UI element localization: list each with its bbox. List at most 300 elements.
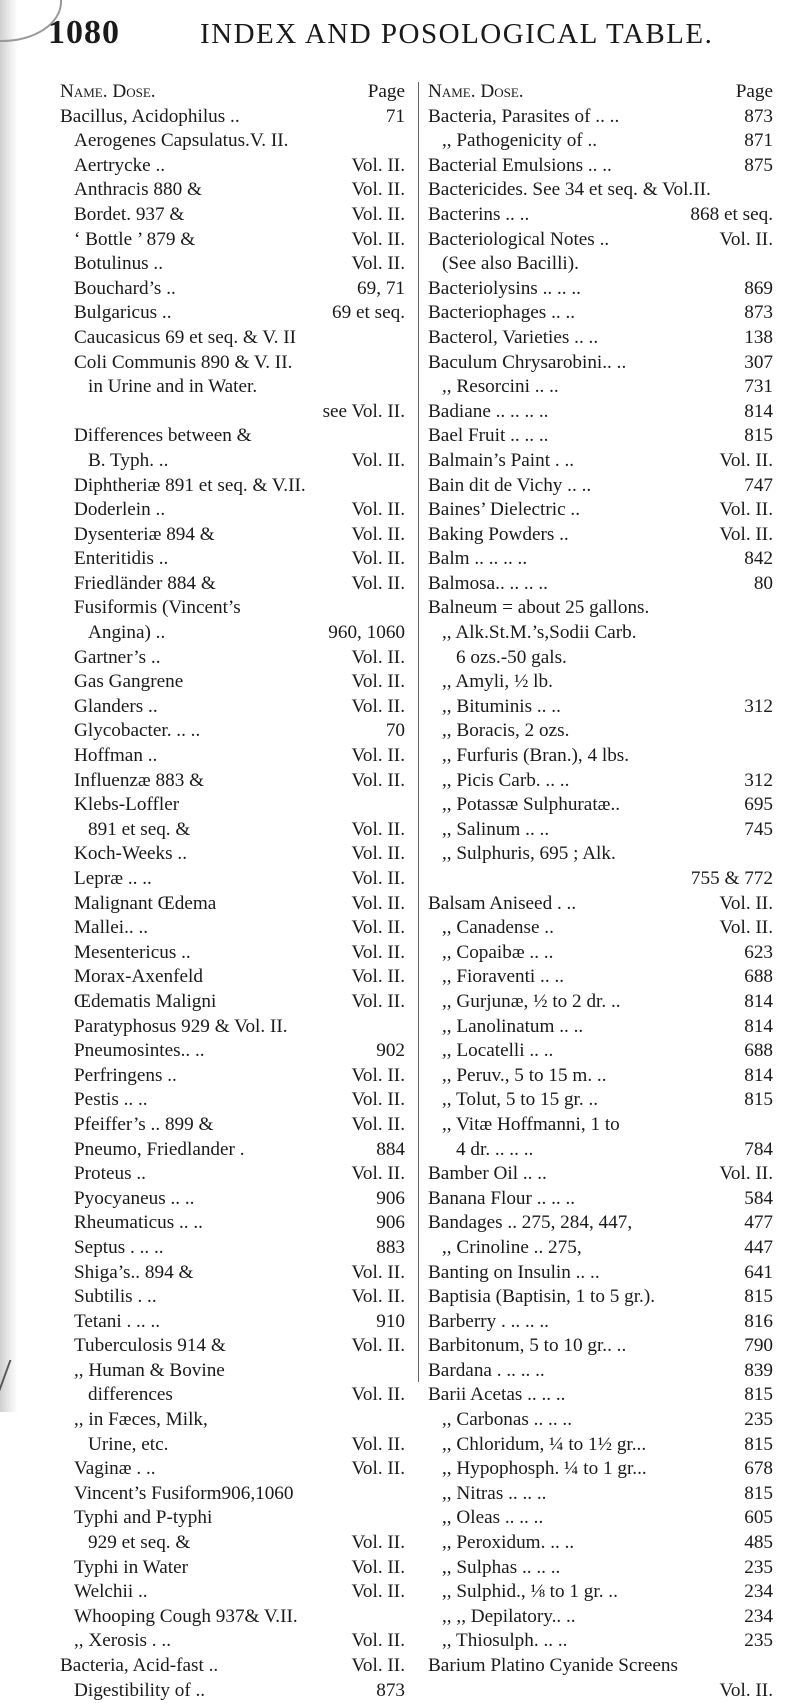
entry-page-ref: 71: [385, 105, 405, 127]
index-entry: [60, 941, 405, 966]
index-entry: [428, 129, 773, 154]
entry-page-ref: Vol. II.: [719, 499, 773, 521]
index-entry: [428, 1482, 773, 1507]
entry-label: ,, Fioraventi .. ..: [442, 966, 565, 988]
entry-page-ref: 69 et seq.: [331, 302, 405, 324]
index-entry: [60, 1334, 405, 1359]
entry-label: Pyocyaneus .. ..: [74, 1187, 195, 1209]
entry-page-ref: Vol. II.: [351, 572, 405, 594]
index-entry: [60, 1310, 405, 1335]
entry-label: Glanders ..: [74, 695, 158, 717]
index-entry: [428, 1629, 773, 1654]
index-entry: [428, 1383, 773, 1408]
entry-label: ,, ,, Depilatory.. ..: [442, 1605, 576, 1627]
entry-label: ‘ Bottle ’ 879 &: [74, 228, 196, 250]
index-entry: [60, 1654, 405, 1679]
entry-label: 891 et seq. &: [88, 818, 191, 840]
index-entry: [60, 375, 405, 400]
index-entry: [60, 621, 405, 646]
entry-label: ,, Potassæ Sulphuratæ..: [442, 794, 621, 816]
entry-label: ,, Crinoline .. 275,: [442, 1236, 582, 1258]
entry-page-ref: 814: [744, 1015, 773, 1037]
index-entry: [60, 1261, 405, 1286]
entry-label: ,, Lanolinatum .. ..: [442, 1015, 584, 1037]
index-entry: [428, 1015, 773, 1040]
entry-label: Anthracis 880 &: [74, 179, 202, 201]
column-heading: [428, 80, 773, 105]
entry-label: Bacterins .. ..: [428, 203, 530, 225]
entry-label: B. Typh. ..: [88, 449, 169, 471]
entry-page-ref: Vol. II.: [719, 523, 773, 545]
entry-page-ref: 80: [753, 572, 773, 594]
entry-label: ,, Locatelli .. ..: [442, 1040, 554, 1062]
index-entry: [428, 941, 773, 966]
entry-page-ref: 688: [744, 966, 773, 988]
index-entry: [60, 228, 405, 253]
index-column-right: [428, 80, 773, 1703]
entry-label: Diphtheriæ 891 et seq. & V.II.: [74, 474, 306, 496]
entry-page-ref: 842: [744, 548, 773, 570]
entry-label: Dysenteriæ 894 &: [74, 523, 215, 545]
index-entry: [428, 1039, 773, 1064]
entry-label: Tetani . .. ..: [74, 1310, 161, 1332]
index-entry: [60, 1531, 405, 1556]
entry-page-ref: 235: [744, 1409, 773, 1431]
entry-page-ref: Vol. II.: [351, 1458, 405, 1480]
entry-page-ref: 884: [376, 1138, 405, 1160]
index-entry: [60, 744, 405, 769]
entry-page-ref: 868 et seq.: [690, 203, 773, 225]
index-entry: [60, 498, 405, 523]
index-entry: [428, 621, 773, 646]
index-entry: [60, 990, 405, 1015]
entry-page-ref: 745: [744, 818, 773, 840]
entry-page-ref: Vol. II.: [351, 523, 405, 545]
entry-page-ref: Vol. II.: [351, 1163, 405, 1185]
entry-page-ref: 790: [744, 1335, 773, 1357]
entry-page-ref: 138: [744, 326, 773, 348]
entry-label: Klebs-Loffler: [74, 794, 180, 816]
entry-page-ref: 447: [744, 1236, 773, 1258]
entry-label: Paratyphosus 929 & Vol. II.: [74, 1015, 288, 1037]
entry-page-ref: Vol. II.: [719, 228, 773, 250]
index-entry: [428, 1236, 773, 1261]
index-entry: [60, 572, 405, 597]
entry-label: Bacterial Emulsions .. ..: [428, 154, 612, 176]
entry-label: Aerogenes Capsulatus.V. II.: [74, 130, 289, 152]
entry-label: ,, Sulphuris, 695 ; Alk.: [442, 843, 616, 865]
entry-label: Bacillus, Acidophilus ..: [60, 105, 240, 127]
entry-page-ref: Vol. II.: [351, 154, 405, 176]
entry-label: ,, Boracis, 2 ozs.: [442, 720, 570, 742]
index-entry: [60, 301, 405, 326]
entry-page-ref: Page: [367, 81, 405, 102]
entry-page-ref: Vol. II.: [351, 941, 405, 963]
entry-label: Balneum = about 25 gallons.: [428, 597, 650, 619]
index-entry: [428, 596, 773, 621]
entry-label: Badiane .. .. .. ..: [428, 400, 549, 422]
entry-label: Welchii ..: [74, 1581, 148, 1603]
entry-page-ref: Vol. II.: [719, 1163, 773, 1185]
index-entry: [428, 1285, 773, 1310]
entry-label: Friedländer 884 &: [74, 572, 216, 594]
entry-label: Banting on Insulin .. ..: [428, 1261, 600, 1283]
index-entry: [60, 1187, 405, 1212]
index-entry: [60, 793, 405, 818]
index-entry: [60, 818, 405, 843]
entry-label: Bacteriolysins .. .. ..: [428, 277, 581, 299]
entry-label: ,, Sulphas .. .. ..: [442, 1556, 561, 1578]
entry-label: ,, Chloridum, ¼ to 1½ gr...: [442, 1433, 647, 1455]
index-entry: [428, 1162, 773, 1187]
entry-label: Subtilis . ..: [74, 1286, 157, 1308]
index-entry: [428, 842, 773, 867]
entry-label: differences: [88, 1384, 173, 1406]
index-entry: [428, 1334, 773, 1359]
index-entry: [428, 1580, 773, 1605]
entry-label: Digestibility of ..: [74, 1679, 206, 1701]
entry-label: ,, Carbonas .. .. ..: [442, 1409, 573, 1431]
index-entry: [60, 547, 405, 572]
entry-label: Pestis .. ..: [74, 1089, 148, 1111]
entry-page-ref: 873: [376, 1679, 405, 1701]
index-entry: [428, 695, 773, 720]
index-entry: [428, 1064, 773, 1089]
entry-label: Gartner’s ..: [74, 646, 161, 668]
entry-page-ref: Vol. II.: [351, 499, 405, 521]
entry-label: Coli Communis 890 & V. II.: [74, 351, 293, 373]
index-entry: [60, 596, 405, 621]
entry-label: ,, Peruv., 5 to 15 m. ..: [442, 1064, 607, 1086]
entry-label: ,, Nitras .. .. ..: [442, 1482, 547, 1504]
entry-label: ,, Human & Bovine: [74, 1359, 225, 1381]
index-entry: [60, 400, 405, 425]
entry-page-ref: 70: [385, 720, 405, 742]
entry-page-ref: 960, 1060: [328, 622, 405, 644]
index-entry: [60, 1580, 405, 1605]
entry-label: Typhi and P-typhi: [74, 1507, 213, 1529]
entry-label: ,, Canadense ..: [442, 917, 554, 939]
index-entry: [428, 867, 773, 892]
entry-page-ref: 584: [744, 1187, 773, 1209]
index-entry: [60, 670, 405, 695]
entry-label: Perfringens ..: [74, 1064, 177, 1086]
index-entry: [60, 1039, 405, 1064]
index-entry: [428, 769, 773, 794]
entry-label: Bacteriophages .. ..: [428, 302, 576, 324]
entry-page-ref: Vol. II.: [351, 1581, 405, 1603]
entry-page-ref: 815: [744, 1384, 773, 1406]
entry-label: ,, Pathogenicity of ..: [442, 130, 598, 152]
entry-label: Shiga’s.. 894 &: [74, 1261, 194, 1283]
entry-label: Lepræ .. ..: [74, 868, 152, 889]
entry-page-ref: Page: [735, 81, 773, 102]
entry-label: Bael Fruit .. .. ..: [428, 425, 549, 447]
entry-page-ref: 839: [744, 1359, 773, 1381]
entry-page-ref: 814: [744, 990, 773, 1012]
entry-page-ref: Vol. II.: [351, 1261, 405, 1283]
index-entry: [428, 744, 773, 769]
entry-page-ref: 234: [744, 1581, 773, 1603]
index-entry: [60, 1433, 405, 1458]
entry-label: Barii Acetas .. .. ..: [428, 1384, 566, 1406]
entry-label: in Urine and in Water.: [88, 376, 258, 398]
entry-label: 929 et seq. &: [88, 1532, 191, 1554]
index-entry: [60, 1679, 405, 1703]
index-entry: [60, 1359, 405, 1384]
index-entry: [60, 1285, 405, 1310]
entry-page-ref: Vol. II.: [351, 892, 405, 914]
entry-page-ref: 235: [744, 1630, 773, 1652]
entry-page-ref: 477: [744, 1212, 773, 1234]
entry-page-ref: 883: [376, 1236, 405, 1258]
entry-label: Balmain’s Paint . ..: [428, 449, 575, 471]
entry-page-ref: 688: [744, 1040, 773, 1062]
index-entry: [428, 1556, 773, 1581]
entry-page-ref: Vol. II.: [351, 1384, 405, 1406]
entry-page-ref: 234: [744, 1605, 773, 1627]
index-entry: [428, 178, 773, 203]
entry-label: ,, Xerosis . ..: [74, 1630, 171, 1652]
entry-page-ref: Vol. II.: [351, 1556, 405, 1578]
index-entry: [60, 1383, 405, 1408]
index-entry: [60, 424, 405, 449]
index-entry: [60, 867, 405, 892]
index-entry: [428, 1187, 773, 1212]
entry-page-ref: Vol. II.: [351, 449, 405, 471]
entry-page-ref: 815: [744, 1433, 773, 1455]
index-entry: [428, 474, 773, 499]
entry-page-ref: 869: [744, 277, 773, 299]
entry-label: Angina) ..: [88, 622, 166, 644]
entry-page-ref: 641: [744, 1261, 773, 1283]
entry-page-ref: Vol. II.: [351, 966, 405, 988]
index-entry: [60, 1457, 405, 1482]
entry-page-ref: 814: [744, 400, 773, 422]
index-entry: [60, 277, 405, 302]
index-entry: [60, 1556, 405, 1581]
index-entry: [428, 154, 773, 179]
entry-page-ref: Vol. II.: [719, 1679, 773, 1701]
entry-page-ref: Vol. II.: [351, 1113, 405, 1135]
index-entry: [428, 793, 773, 818]
index-entry: [60, 1605, 405, 1630]
entry-label: Baking Powders ..: [428, 523, 569, 545]
entry-label: Differences between &: [74, 425, 252, 447]
entry-page-ref: Vol. II.: [351, 1089, 405, 1111]
entry-page-ref: 873: [744, 302, 773, 324]
index-entry: [428, 1457, 773, 1482]
index-entry: [428, 1679, 773, 1703]
entry-label: Barbitonum, 5 to 10 gr.. ..: [428, 1335, 627, 1357]
entry-page-ref: 605: [744, 1507, 773, 1529]
entry-label: Influenzæ 883 &: [74, 769, 205, 791]
entry-label: ,, Bituminis .. ..: [442, 695, 561, 717]
index-entry: [428, 1211, 773, 1236]
index-entry: [60, 1162, 405, 1187]
entry-label: ,, Resorcini .. ..: [442, 376, 559, 398]
index-entry: [60, 1482, 405, 1507]
entry-label: Bordet. 937 &: [74, 203, 185, 225]
index-entry: [60, 129, 405, 154]
index-entry: [428, 1088, 773, 1113]
entry-page-ref: Vol. II.: [351, 868, 405, 889]
entry-label: Bactericides. See 34 et seq. & Vol.II.: [428, 179, 711, 201]
entry-label: Pneumosintes.. ..: [74, 1040, 205, 1062]
entry-label: Barberry . .. .. ..: [428, 1310, 549, 1332]
entry-label: Baines’ Dielectric ..: [428, 499, 581, 521]
index-entry: [428, 547, 773, 572]
index-entry: [428, 1531, 773, 1556]
entry-label: Urine, etc.: [88, 1433, 169, 1455]
entry-page-ref: 747: [744, 474, 773, 496]
index-entry: [60, 178, 405, 203]
entry-page-ref: 815: [744, 425, 773, 447]
index-entry: [60, 203, 405, 228]
entry-label: Vaginæ . ..: [74, 1458, 156, 1480]
index-entry: [428, 572, 773, 597]
entry-page-ref: Vol. II.: [351, 228, 405, 250]
entry-label: Whooping Cough 937& V.II.: [74, 1605, 298, 1627]
index-entry: [428, 965, 773, 990]
entry-page-ref: 755 & 772: [690, 868, 773, 889]
entry-page-ref: Vol. II.: [351, 646, 405, 668]
entry-label: Hoffman ..: [74, 745, 158, 767]
running-head: INDEX AND POSOLOGICAL TABLE.: [200, 18, 714, 50]
entry-label: Rheumaticus .. ..: [74, 1212, 203, 1234]
entry-label: (See also Bacilli).: [442, 253, 579, 275]
index-entry: [60, 842, 405, 867]
entry-label: Botulinus ..: [74, 253, 164, 275]
entry-page-ref: Vol. II.: [351, 1286, 405, 1308]
entry-page-ref: 312: [744, 695, 773, 717]
entry-label: Gas Gangrene: [74, 671, 184, 693]
index-entry: [60, 449, 405, 474]
entry-page-ref: Vol. II.: [351, 990, 405, 1012]
entry-label: Name. Dose.: [60, 81, 156, 102]
index-entry: [60, 1211, 405, 1236]
entry-page-ref: Vol. II.: [719, 449, 773, 471]
index-entry: [60, 1506, 405, 1531]
entry-page-ref: Vol. II.: [351, 548, 405, 570]
entry-label: Balmosa.. .. .. ..: [428, 572, 548, 594]
index-entry: [428, 990, 773, 1015]
entry-page-ref: 69, 71: [357, 277, 405, 299]
entry-label: ,, Vitæ Hoffmanni, 1 to: [442, 1113, 620, 1135]
entry-page-ref: 485: [744, 1532, 773, 1554]
entry-label: Bacterol, Varieties .. ..: [428, 326, 599, 348]
entry-label: Bacteria, Parasites of .. ..: [428, 105, 620, 127]
index-entry: [60, 154, 405, 179]
entry-label: Bouchard’s ..: [74, 277, 176, 299]
entry-label: Banana Flour .. .. ..: [428, 1187, 576, 1209]
entry-label: ,, Oleas .. .. ..: [442, 1507, 544, 1529]
entry-page-ref: 678: [744, 1458, 773, 1480]
entry-label: Morax-Axenfeld: [74, 966, 203, 988]
entry-label: Œdematis Maligni: [74, 990, 217, 1012]
entry-label: Mesentericus ..: [74, 941, 191, 963]
entry-page-ref: 307: [744, 351, 773, 373]
entry-label: Bandages .. 275, 284, 447,: [428, 1212, 633, 1234]
entry-page-ref: 623: [744, 941, 773, 963]
entry-page-ref: 695: [744, 794, 773, 816]
index-entry: [60, 916, 405, 941]
index-entry: [428, 1654, 773, 1679]
index-entry: [428, 916, 773, 941]
entry-label: ,, Salinum .. ..: [442, 818, 550, 840]
entry-label: Baculum Chrysarobini.. ..: [428, 351, 627, 373]
index-entry: [428, 400, 773, 425]
entry-page-ref: Vol. II.: [351, 1064, 405, 1086]
entry-label: Doderlein ..: [74, 499, 166, 521]
index-entry: [60, 1015, 405, 1040]
index-entry: [60, 695, 405, 720]
index-entry: [428, 1433, 773, 1458]
entry-page-ref: Vol. II.: [351, 253, 405, 275]
index-entry: [428, 646, 773, 671]
entry-label: Aertrycke ..: [74, 154, 166, 176]
index-entry: [60, 1629, 405, 1654]
index-entry: [428, 449, 773, 474]
page-edge-shadow: [0, 0, 18, 1412]
index-entry: [60, 769, 405, 794]
index-entry: [60, 474, 405, 499]
index-entry: [428, 498, 773, 523]
entry-page-ref: Vol. II.: [351, 1433, 405, 1455]
entry-page-ref: 815: [744, 1482, 773, 1504]
entry-label: Pneumo, Friedlander .: [74, 1138, 245, 1160]
entry-label: ,, Hypophosph. ¼ to 1 gr...: [442, 1458, 647, 1480]
index-entry: [60, 646, 405, 671]
entry-label: 6 ozs.-50 gals.: [456, 646, 567, 668]
entry-page-ref: Vol. II.: [351, 745, 405, 767]
index-entry: [428, 228, 773, 253]
entry-page-ref: 873: [744, 105, 773, 127]
entry-page-ref: Vol. II.: [351, 671, 405, 693]
entry-page-ref: 875: [744, 154, 773, 176]
index-entry: [428, 523, 773, 548]
entry-label: Bacteriological Notes ..: [428, 228, 610, 250]
entry-page-ref: Vol. II.: [719, 892, 773, 914]
index-entry: [428, 277, 773, 302]
entry-page-ref: Vol. II.: [719, 917, 773, 939]
entry-label: Malignant Œdema: [74, 892, 217, 914]
entry-page-ref: 731: [744, 376, 773, 398]
index-entry: [428, 1261, 773, 1286]
index-entry: [428, 892, 773, 917]
index-entry: [60, 252, 405, 277]
index-entry: [428, 375, 773, 400]
index-entry: [60, 1138, 405, 1163]
entry-label: ,, Tolut, 5 to 15 gr. ..: [442, 1089, 599, 1111]
index-entry: [60, 351, 405, 376]
entry-label: Name. Dose.: [428, 81, 524, 102]
entry-label: Vincent’s Fusiform906,1060: [74, 1482, 294, 1504]
entry-label: Barium Platino Cyanide Screens: [428, 1655, 678, 1676]
entry-label: Proteus ..: [74, 1163, 146, 1185]
entry-page-ref: Vol. II.: [351, 843, 405, 865]
entry-label: Koch-Weeks ..: [74, 843, 188, 865]
entry-label: Septus . .. ..: [74, 1236, 164, 1258]
index-entry: [60, 965, 405, 990]
entry-label: Bulgaricus ..: [74, 302, 172, 324]
entry-label: ,, in Fæces, Milk,: [74, 1409, 208, 1431]
index-entry: [428, 203, 773, 228]
entry-label: Bacteria, Acid-fast ..: [60, 1655, 219, 1676]
entry-page-ref: Vol. II.: [351, 1335, 405, 1357]
entry-page-ref: 902: [376, 1040, 405, 1062]
entry-page-ref: Vol. II.: [351, 818, 405, 840]
